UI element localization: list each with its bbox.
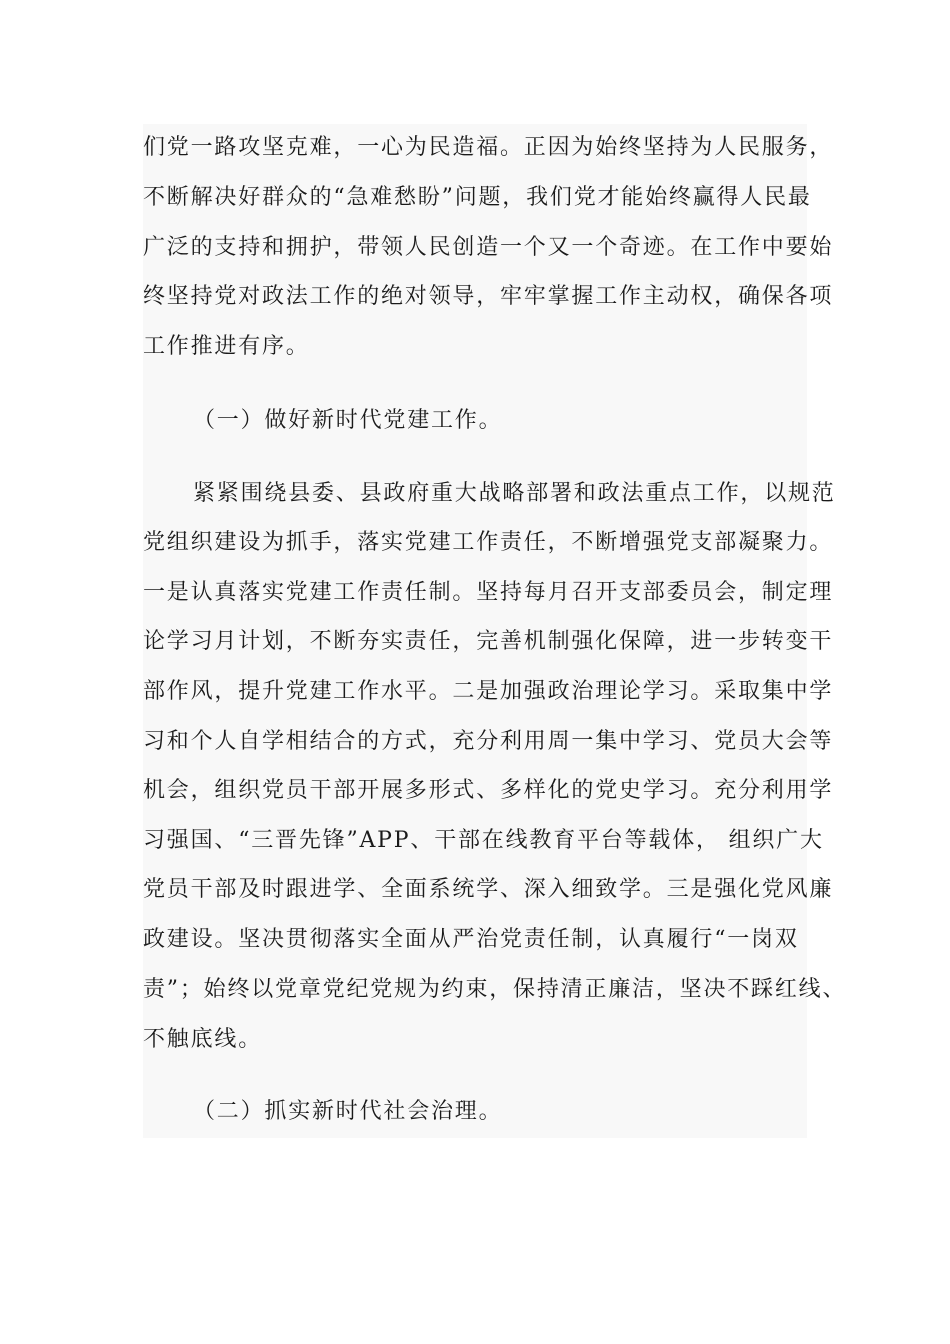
text-line: 党组织建设为抓手，落实党建工作责任，不断增强党支部凝聚力。 bbox=[143, 530, 834, 555]
text-line: 们党一路攻坚克难，一心为民造福。正因为始终坚持为人民服务， bbox=[143, 135, 834, 160]
text-line: 党员干部及时跟进学、全面系统学、深入细致学。三是强化党风廉 bbox=[143, 877, 834, 902]
text-line: 习和个人自学相结合的方式，充分利用周一集中学习、党员大会等 bbox=[143, 729, 834, 754]
paragraph-first-line: 紧紧围绕县委、县政府重大战略部署和政法重点工作，以规范 bbox=[193, 481, 836, 506]
text-line: 广泛的支持和拥护，带领人民创造一个又一个奇迹。在工作中要始 bbox=[143, 235, 834, 260]
section-heading-1: （一）做好新时代党建工作。 bbox=[193, 408, 503, 433]
text-line: 工作推进有序。 bbox=[143, 334, 310, 359]
text-line: 机会，组织党员干部开展多形式、多样化的党史学习。充分利用学 bbox=[143, 778, 834, 803]
text-line: 不触底线。 bbox=[143, 1027, 263, 1052]
text-line: 论学习月计划，不断夯实责任，完善机制强化保障，进一步转变干 bbox=[143, 629, 834, 654]
text-line: 不断解决好群众的“急难愁盼”问题，我们党才能始终赢得人民最 bbox=[143, 185, 812, 210]
text-line: 责”；始终以党章党纪党规为约束，保持清正廉洁，坚决不踩红线、 bbox=[143, 977, 847, 1002]
text-line: 政建设。坚决贯彻落实全面从严治党责任制，认真履行“一岗双 bbox=[143, 927, 799, 952]
text-line: 一是认真落实党建工作责任制。坚持每月召开支部委员会，制定理 bbox=[143, 580, 834, 605]
text-line: 部作风，提升党建工作水平。二是加强政治理论学习。采取集中学 bbox=[143, 679, 834, 704]
text-line: 终坚持党对政法工作的绝对领导，牢牢掌握工作主动权，确保各项 bbox=[143, 284, 834, 309]
text-line: 习强国、“三晋先锋”APP、干部在线教育平台等载体， 组织广大 bbox=[143, 828, 824, 853]
document-text-block bbox=[143, 124, 847, 1138]
section-heading-2: （二）抓实新时代社会治理。 bbox=[193, 1099, 503, 1124]
